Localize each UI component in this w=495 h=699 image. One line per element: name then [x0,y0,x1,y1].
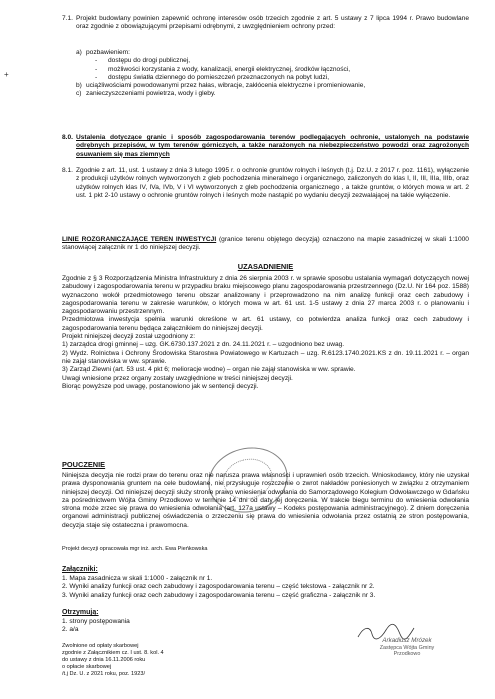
stamp-duty-note: Zwolnione od opłaty skarbowej zgodnie z Załącznikiem cz. I ust. 8. kol. 4 do ustawy z dnia 16.11.2006 roku o opłacie skarbowej /t.j Dz. U. z 2021 roku, poz. 1923/ [62,643,164,678]
list-item: - możliwości korzystania z wody, kanalizacji, energii elektrycznej, środków łączności, [95,65,351,73]
list-item: - dostępu światła dziennego do pomieszczeń przeznaczonych na pobyt ludzi, [95,73,330,81]
recipient-item: 2. a/a [62,626,79,634]
justification-paragraph: Przedmiotowa inwestycja spełnia warunki określone w art. 61 ustawy, co potwierdza analiza funkcji oraz cech zabudowy i zagospodarowania terenu będąca załącznikiem do niniejszej decyzji. [62,316,469,332]
list-a-dashes [76,57,469,82]
attachment-item: 3. Wyniki analizy funkcji oraz cech zabudowy i zagospodarowania terenu – część graficzna - załącznik nr 3. [62,591,376,599]
instruction-heading: POUCZENIE [62,460,106,469]
instruction-text: Niniejsza decyzja nie rodzi praw do terenu oraz nie narusza prawa własności i uprawnień osób trzecich. Wnioskodawcy, który nie uzyskał prawa dysponowania gruntem na cele budowlane, nie przysługuje roszczenie o zwrot nakładów poniesionych w związku z otrzymaniem niniejszej decyzji. Od niniejszej decyzji służy stronie prawo wniesienia odwołania do Samorządowego Kolegium Odwoławczego w Gdańsku za pośrednictwem Wójta Gminy Przodkowo w terminie 14 dni od daty jej doręczenia. W trakcie biegu terminu do wniesienia odwołania strona może zrzec się prawa do wniesienia odwołania (art. 127a ustawy – Kodeks postępowania administracyjnego). Z dniem doręczenia organowi administracji publicznej oświadczenia o zrzeczeniu się prawa do wniesienia odwołania przez ostatnią ze stron postępowania, decyzja staje się ostateczna i prawomocna. [62,472,469,529]
signatory-position: Zastępca Wójta Gminy [379,644,435,651]
attachments-list [62,575,469,600]
justification-paragraph: Uwagi wniesione przez organy zostały uwzględnione w treści niniejszej decyzji. [62,374,293,382]
signatory-office: Przodkowo [393,651,421,658]
recipients-list [62,618,262,635]
attachment-item: 1. Mapa zasadnicza w skali 1:1000 - załącznik nr 1. [62,575,213,582]
decision-author: Projekt decyzji opracowała mgr inż. arch. Ewa Pieńkowska [62,546,208,552]
agreement-item: 3) Zarząd Zlewni (art. 53 ust. 4 pkt 6; melioracje wodne) – organ nie zajął stanowiska w ww. sprawie. [62,366,356,374]
list-item-a: a) pozbawieniem: [76,49,130,56]
section-7-1-text: Projekt budowlany powinien zapewnić ochronę interesów osób trzecich zgodnie z art. 5 ustawy z 7 lipca 1994 r. Prawo budowlane oraz zgodnie z obowiązującymi przepisami odrębnymi, z uwzględnieniem ochrony przed: [76,15,469,31]
recipient-item: 1. strony postępowania [62,618,130,625]
section-8-heading: 8.0. Ustalenia dotyczące granic i sposób zagospodarowania terenów podlegających ochronie, ustalonych na podstawie odrębnych przepisów, w tym terenów górniczych, a także narażonych na niebezpieczeństwo powodzi oraz zagrożonych osuwaniem się mas ziemnych [62,134,469,158]
list-item-c: c) zanieczyszczeniami powietrza, wody i gleby. [76,90,216,98]
section-7-1-list [76,49,469,99]
attachment-item: 2. Wyniki analizy funkcji oraz cech zabudowy i zagospodarowania terenu – część tekstowa - załącznik nr 2. [62,583,375,591]
signatory-name: Arkadiusz Mrózek [382,637,432,644]
justification-paragraph: Projekt niniejszej decyzji został uzgodniony z: [62,333,196,341]
signature-block [352,622,462,680]
boundary-lines-heading: LINIE ROZGRANICZAJĄCE TEREN INWESTYCJI [62,236,217,243]
justification-body [62,275,469,391]
agreement-item: 2) Wydz. Rolnictwa i Ochrony Środowiska Starostwa Powiatowego w Kartuzach – uzg. R.6123.1740.2021.KS z dn. 19.11.2021 r. – organ nie zajął stanowiska w ww. sprawie. [62,349,469,365]
attachments-heading: Załączniki: [62,566,98,573]
justification-paragraph: Biorąc powyższe pod uwagę, postanowiono jak w sentencji decyzji. [62,382,259,390]
boundary-lines-paragraph [62,236,469,253]
justification-heading: UZASADNIENIE [237,262,294,271]
recipients-heading: Otrzymują: [62,609,99,616]
justification-paragraph: Zgodnie z § 3 Rozporządzenia Ministra Infrastruktury z dnia 26 sierpnia 2003 r. w sprawie sposobu ustalania wymagań dotyczących nowej zabudowy i zagospodarowania terenu w przypadku braku miejscowego planu zagospodarowania przestrzennego (Dz.U. Nr 164 poz. 1588) wyznaczono wokół przedmiotowego terenu obszar analizowany i przeprowadzono na nim analizę funkcji oraz cech zabudowy i zagospodarowania terenu w zakresie warunków, o których mowa w art. 61 ust. 1-5 ustawy z dnia 27 marca 2003 r. o planowaniu i zagospodarowaniu przestrzennym. [62,275,469,316]
list-item: - dostępu do drogi publicznej, [95,57,191,65]
margin-mark: + [4,70,9,79]
list-item-b: b) uciążliwościami powodowanymi przez hałas, wibracje, zakłócenia elektryczne i promieniowanie, [76,82,366,90]
section-7-1-number: 7.1. [62,15,73,22]
agreement-item: 1) zarządca drogi gminnej – uzg. GK.6730.137.2021 z dn. 24.11.2021 r. – uzgodniono bez uwag. [62,341,345,349]
boundary-lines-text: (granice terenu objętego decyzją) oznaczono na mapie zasadniczej w skali 1:1000 stanowiącej załącznik nr 1 do niniejszej decyzji. [62,236,469,252]
signature-stamp [352,638,462,658]
section-7-1 [62,15,469,32]
section-8-1: 8.1. Zgodnie z art. 11, ust. 1 ustawy z dnia 3 lutego 1995 r. o ochronie gruntów rolnych i leśnych (t.j. Dz.U. z 2017 r. poz. 1161), wyłączenie z produkcji użytków rolnych wytworzonych z gleb pochodzenia mineralnego i organicznego, zaliczonych do klas I, II, III, IIIa, IIIb, oraz użytków rolnych klas IV, IVa, IVb, V i VI wytworzonych z gleb pochodzenia organicznego , a także gruntów, o których mowa w art. 2 ust. 1 pkt 2-10 ustawy o ochronie gruntów rolnych i leśnych może nastąpić po wydaniu decyzji zezwalającej na takie wyłączenie. [62,167,469,199]
